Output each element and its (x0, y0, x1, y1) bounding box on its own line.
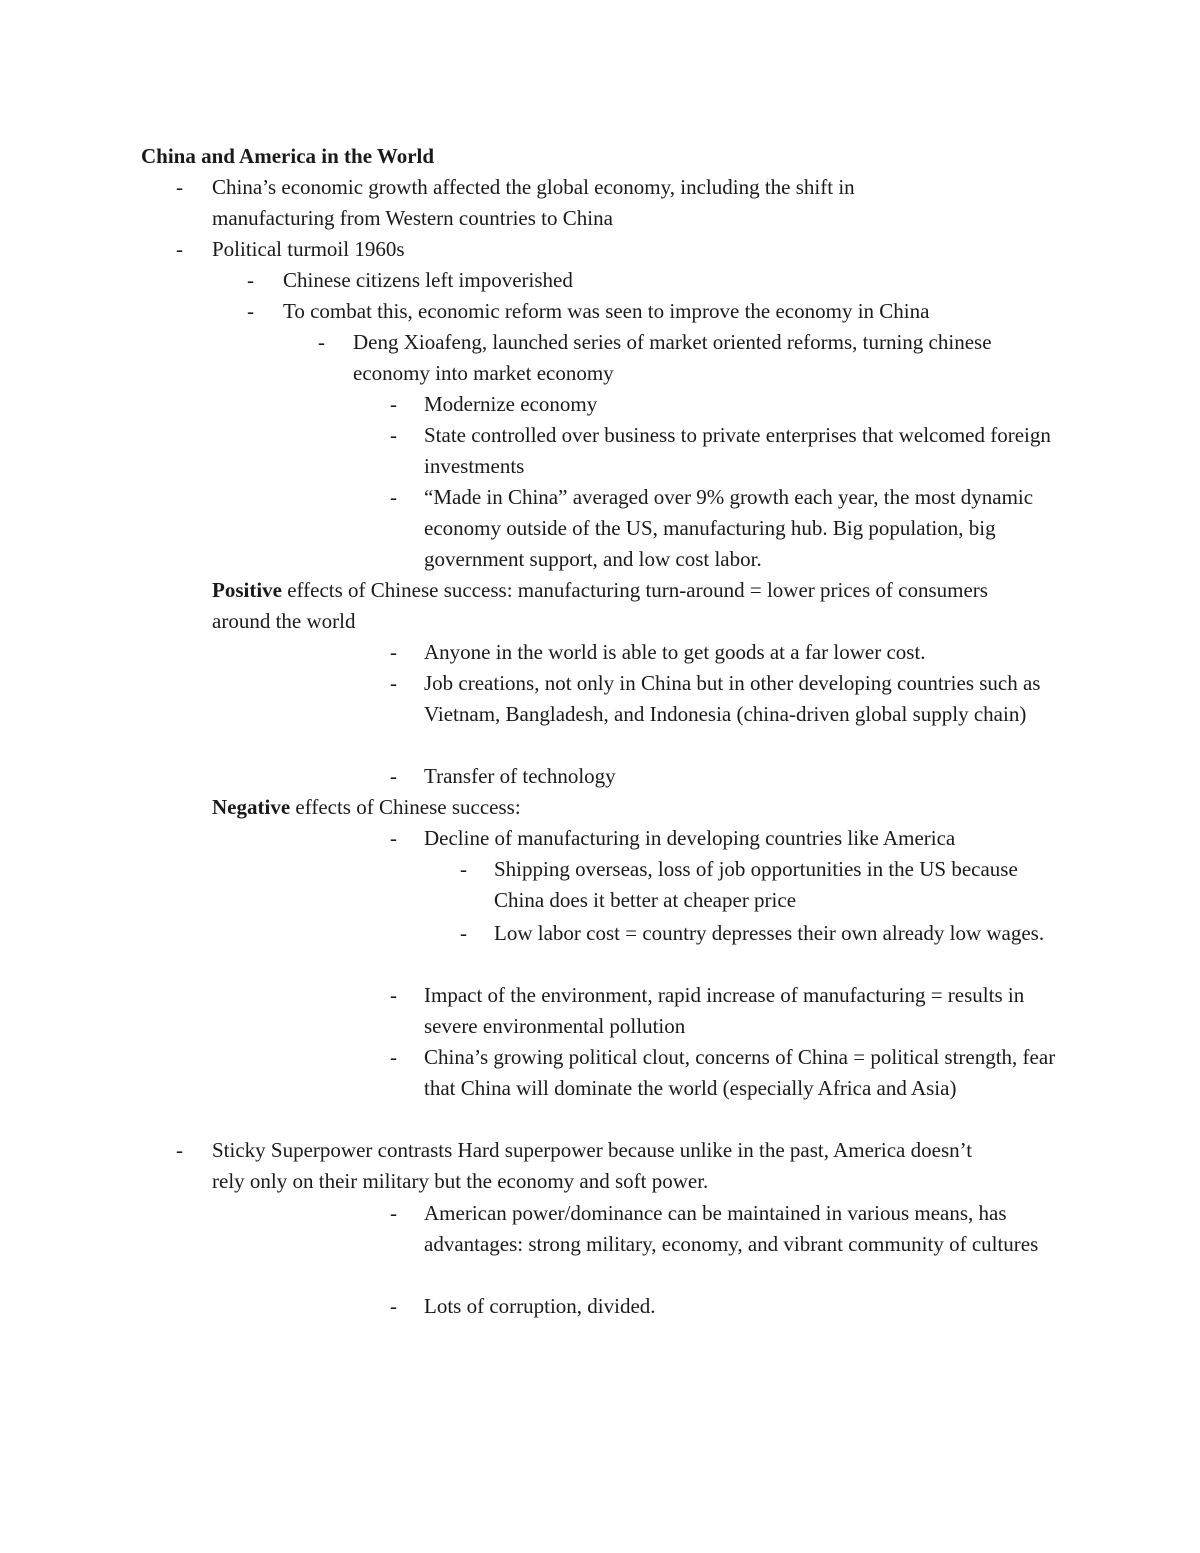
list-item: To combat this, economic reform was seen to improve the economy in China (283, 299, 930, 323)
list-item: Anyone in the world is able to get goods at a far lower cost. (424, 640, 926, 664)
list-item: State controlled over business to private enterprises that welcomed foreign investments (424, 423, 1051, 478)
bullet-dash: - (176, 237, 183, 261)
positive-text: effects of Chinese success: manufacturing turn-around = lower prices of consumers around the world (212, 578, 988, 633)
bullet-dash: - (390, 764, 397, 788)
list-item: “Made in China” averaged over 9% growth each year, the most dynamic economy outside of the US, manufacturing hub. Big population, big government support, and low cost labor. (424, 485, 1034, 571)
list-item: Impact of the environment, rapid increase of manufacturing = results in severe environmental pollution (424, 983, 1025, 1038)
page-title: China and America in the World (141, 144, 435, 168)
bullet-dash: - (390, 423, 397, 447)
bullet-dash: - (247, 268, 254, 292)
list-item: Decline of manufacturing in developing countries like America (424, 826, 956, 850)
bullet-dash: - (460, 857, 467, 881)
list-item: Job creations, not only in China but in other developing countries such as Vietnam, Bangladesh, and Indonesia (china-driven global supply chain) (424, 671, 1041, 726)
bullet-dash: - (460, 921, 467, 945)
bullet-dash: - (390, 1045, 397, 1069)
negative-text: effects of Chinese success: (290, 795, 521, 819)
list-item: Modernize economy (424, 392, 598, 416)
bullet-dash: - (390, 1201, 397, 1225)
list-item: Lots of corruption, divided. (424, 1294, 656, 1318)
negative-effects-paragraph (212, 792, 1012, 823)
list-item: Transfer of technology (424, 764, 616, 788)
list-item: Political turmoil 1960s (212, 237, 405, 261)
list-item: Low labor cost = country depresses their own already low wages. (494, 921, 1045, 945)
bullet-dash: - (318, 330, 325, 354)
negative-label: Negative (212, 795, 291, 819)
list-item: Shipping overseas, loss of job opportunities in the US because China does it better at cheaper price (494, 857, 1018, 912)
list-item: China’s growing political clout, concerns of China = political strength, fear that China will dominate the world (especially Africa and Asia) (424, 1045, 1056, 1100)
bullet-dash: - (390, 485, 397, 509)
positive-label: Positive (212, 578, 282, 602)
bullet-dash: - (390, 392, 397, 416)
bullet-dash: - (247, 299, 254, 323)
list-item: Chinese citizens left impoverished (283, 268, 573, 292)
list-item: Deng Xioafeng, launched series of market oriented reforms, turning chinese economy into market economy (353, 330, 992, 385)
list-item: Sticky Superpower contrasts Hard superpower because unlike in the past, America doesn’t rely only on their military but the economy and soft power. (212, 1138, 973, 1193)
bullet-dash: - (390, 826, 397, 850)
list-item: American power/dominance can be maintained in various means, has advantages: strong military, economy, and vibrant community of cultures (424, 1201, 1039, 1256)
bullet-dash: - (176, 1138, 183, 1162)
bullet-dash: - (390, 671, 397, 695)
positive-effects-paragraph (212, 575, 1012, 637)
bullet-dash: - (176, 175, 183, 199)
bullet-dash: - (390, 640, 397, 664)
bullet-dash: - (390, 983, 397, 1007)
bullet-dash: - (390, 1294, 397, 1318)
list-item: China’s economic growth affected the global economy, including the shift in manufacturing from Western countries to China (212, 175, 855, 230)
